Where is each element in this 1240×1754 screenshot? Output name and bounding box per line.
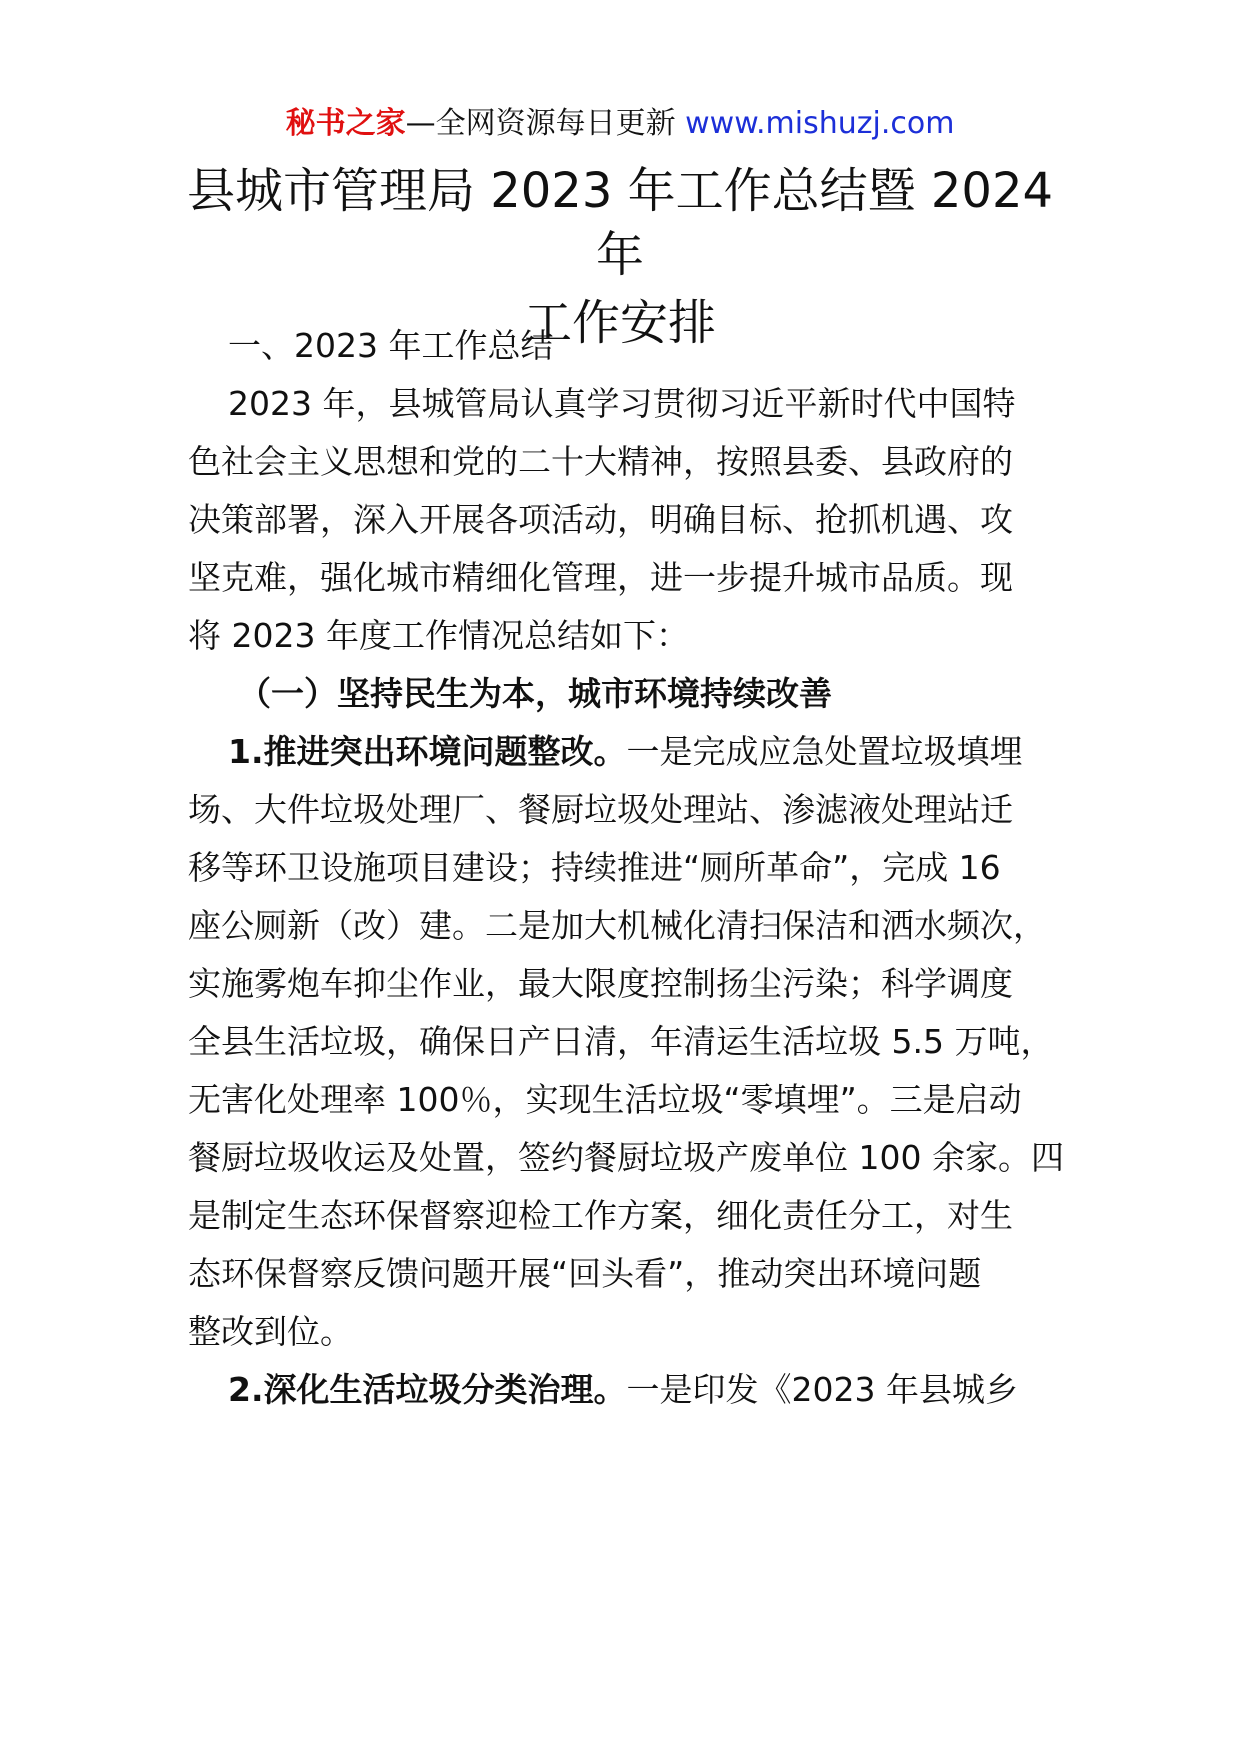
document-title-line-3: 工作安排 xyxy=(523,295,716,351)
item-lead: 1.推进突出环境问题整改。 xyxy=(228,732,627,771)
brand-slogan: —全网资源每日更新 xyxy=(405,106,676,141)
site-link[interactable]: www.mishuzj.com xyxy=(685,106,955,141)
document-title-line-1: 县城市管理局 2023 年工作总结暨 2024 xyxy=(186,163,1054,219)
paragraph-line: 餐厨垃圾收运及处置，签约餐厨垃圾产废单位 100 余家。四 xyxy=(188,1138,1064,1177)
item-text: 一是完成应急处置垃圾填埋 xyxy=(626,732,1023,771)
paragraph-line: 态环保督察反馈问题开展“回头看”，推动突出环境问题 xyxy=(188,1254,982,1293)
subsection-heading: （一）坚持民生为本，城市环境持续改善 xyxy=(238,674,832,713)
watermark-header xyxy=(0,102,1240,146)
paragraph-line: 场、大件垃圾处理厂、餐厨垃圾处理站、渗滤液处理站迁 xyxy=(188,790,1013,829)
document-title-line-2: 年 xyxy=(595,227,644,283)
paragraph-line: 将 2023 年度工作情况总结如下： xyxy=(188,616,689,655)
item-first-line xyxy=(228,728,1023,776)
paragraph-line: 色社会主义思想和党的二十大精神，按照县委、县政府的 xyxy=(188,442,1013,481)
paragraph-line: 坚克难，强化城市精细化管理，进一步提升城市品质。现 xyxy=(188,558,1013,597)
brand-name: 秘书之家 xyxy=(285,106,406,141)
item-lead: 2.深化生活垃圾分类治理。 xyxy=(228,1370,627,1409)
paragraph-line: 全县生活垃圾，确保日产日清，年清运生活垃圾 5.5 万吨， xyxy=(188,1022,1054,1061)
paragraph-line: 座公厕新（改）建。二是加大机械化清扫保洁和洒水频次， xyxy=(188,906,1046,945)
item-text: 一是印发《2023 年县城乡 xyxy=(626,1370,1018,1409)
paragraph-line: 实施雾炮车抑尘作业，最大限度控制扬尘污染；科学调度 xyxy=(188,964,1013,1003)
item-first-line xyxy=(228,1366,1018,1414)
paragraph-line: 无害化处理率 100％，实现生活垃圾“零填埋”。三是启动 xyxy=(188,1080,1022,1119)
paragraph-line: 决策部署，深入开展各项活动，明确目标、抢抓机遇、攻 xyxy=(188,500,1013,539)
paragraph-line: 整改到位。 xyxy=(188,1312,353,1351)
section-heading: 一、2023 年工作总结 xyxy=(228,326,554,365)
paragraph-line: 是制定生态环保督察迎检工作方案，细化责任分工，对生 xyxy=(188,1196,1013,1235)
paragraph-line: 2023 年，县城管局认真学习贯彻习近平新时代中国特 xyxy=(228,384,1016,423)
paragraph-line: 移等环卫设施项目建设；持续推进“厕所革命”，完成 16 xyxy=(188,848,1001,887)
